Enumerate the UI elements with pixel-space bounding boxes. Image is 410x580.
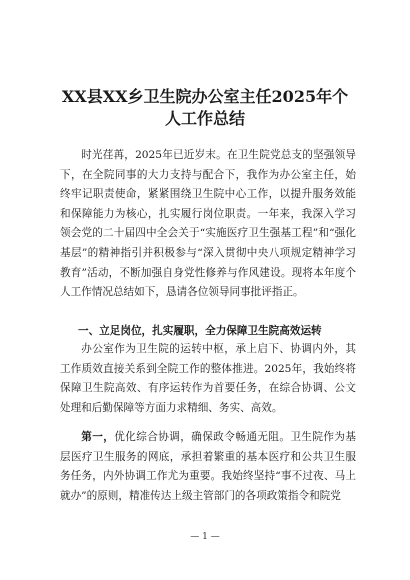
- document-title-line-2: 人工作总结: [164, 109, 245, 128]
- point-lead: 第一，: [81, 431, 115, 443]
- section-1-paragraph: 办公室作为卫生院的运转中枢，承上启下、协调内外，其工作质效直接关系到全院工作的整体推进。2025年，我始终将保障卫生院高效、有序运转作为首要任务，在综合协调、公文处理和后勤保障等方面力求精细、务实、高效。: [60, 343, 356, 414]
- section-heading-1: 一、立足岗位，扎实履职，全力保障卫生院高效运转: [78, 325, 322, 337]
- point-text: 优化综合协调，确保政令畅通无阻。卫生院作为基层医疗卫生服务的网底，承担着繁重的基本医疗和公共卫生服务任务，内外协调工作尤为重要。我始终坚持“事不过夜、马上就办”的原则，精准传达上级主管部门的各项政策指令和院党: [60, 431, 357, 502]
- page-number: — 1 —: [190, 532, 220, 542]
- section-1-point-1: [60, 428, 356, 506]
- document-title-line-1: XX县XX乡卫生院办公室主任2025年个: [61, 87, 349, 106]
- intro-paragraph: 时光荏苒，2025年已近岁末。在卫生院党总支的坚强领导下，在全院同事的大力支持与配合下，我作为办公室主任，始终牢记职责使命，紧紧围绕卫生院中心工作，以提升服务效能和保障能力为核心，扎实履行岗位职责。一年来，我深入学习领会党的二十届四中全会关于“实施医疗卫生强基工程”和“强化基层”的精神指引并积极参与“深入贯彻中央八项规定精神学习教育”活动，不断加强自身党性修养与作风建设。现将本年度个人工作情况总结如下，恳请各位领导同事批评指正。: [60, 149, 356, 299]
